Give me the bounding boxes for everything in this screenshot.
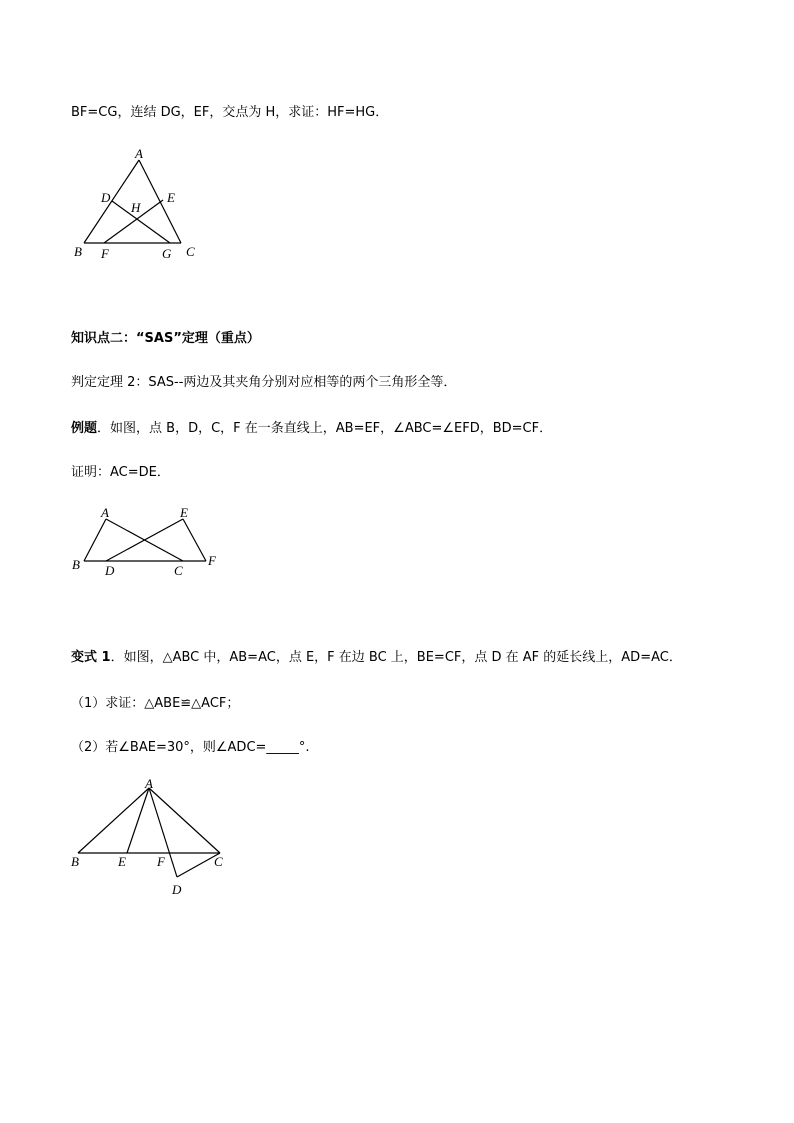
variant-text: ．如图，△ABC 中，AB=AC，点 E，F 在边 BC 上，BE=CF，点 D 在 AF 的延长线上，AD=AC． bbox=[110, 650, 682, 665]
label-b: B bbox=[72, 557, 80, 572]
label-f: F bbox=[101, 246, 109, 261]
label-f: F bbox=[157, 854, 165, 869]
example-proof: 证明：AC=DE． bbox=[71, 465, 170, 480]
label-a: A bbox=[135, 146, 143, 161]
label-c: C bbox=[174, 563, 183, 578]
label-f: F bbox=[208, 553, 216, 568]
label-h: H bbox=[131, 200, 141, 215]
variant-part-1: （1）求证：△ABE≌△ACF； bbox=[71, 696, 240, 711]
label-e: E bbox=[118, 854, 126, 869]
label-d: D bbox=[105, 563, 115, 578]
theorem-text: 判定定理 2：SAS--两边及其夹角分别对应相等的两个三角形全等． bbox=[71, 375, 457, 390]
label-c: C bbox=[214, 854, 223, 869]
problem-continuation: BF=CG，连结 DG，EF，交点为 H，求证：HF=HG． bbox=[71, 105, 389, 120]
example-label: 例题 bbox=[71, 421, 98, 436]
label-c: C bbox=[186, 244, 195, 259]
label-a: A bbox=[145, 776, 153, 791]
label-b: B bbox=[74, 244, 82, 259]
label-g: G bbox=[162, 246, 172, 261]
label-e: E bbox=[180, 505, 188, 520]
label-d: D bbox=[172, 882, 182, 897]
label-d: D bbox=[101, 190, 111, 205]
label-a: A bbox=[101, 505, 109, 520]
label-b: B bbox=[71, 854, 79, 869]
section-heading: 知识点二：“SAS”定理（重点） bbox=[71, 331, 260, 346]
variant-label: 变式 1 bbox=[71, 650, 111, 665]
variant-part-2: （2）若∠BAE=30°，则∠ADC=_____°. bbox=[71, 740, 310, 755]
example-text: ．如图，点 B，D，C，F 在一条直线上，AB=EF，∠ABC=∠EFD，BD=CF． bbox=[97, 421, 553, 436]
label-e: E bbox=[167, 190, 175, 205]
